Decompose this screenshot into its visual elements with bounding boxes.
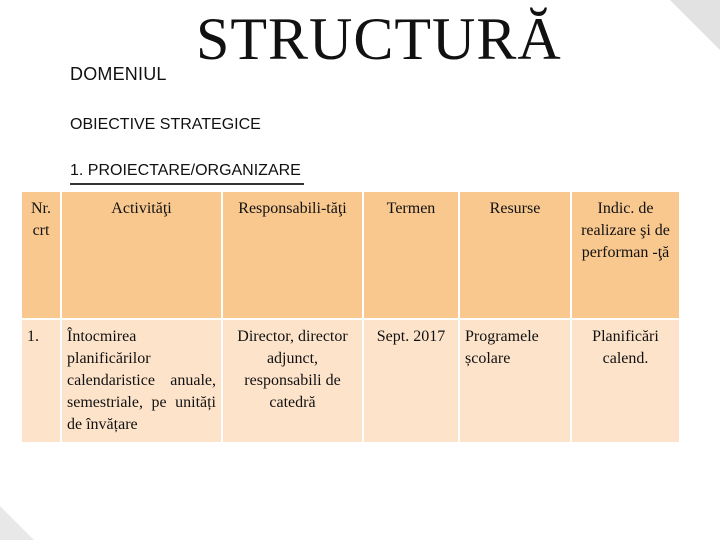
table-header-row [21,191,680,319]
page-title: STRUCTURĂ [196,6,562,72]
section-heading: 1. PROIECTARE/ORGANIZARE [70,162,304,185]
header-indicatori: Indic. de realizare şi de performan -ţă [571,191,680,319]
cell-nr: 1. [21,319,61,443]
cell-activitati: Întocmirea planificărilor calendaristice anuale, semestriale, pe unități de învățare [61,319,222,443]
activities-table [20,190,681,444]
cell-indicatori: Planificări calend. [571,319,680,443]
objectives-heading: OBIECTIVE STRATEGICE [70,116,261,133]
corner-decoration [670,0,720,50]
cell-termen: Sept. 2017 [363,319,459,443]
header-activitati: Activităţi [61,191,222,319]
header-nr: Nr. crt [21,191,61,319]
domain-label: DOMENIUL [70,64,167,84]
header-resurse: Resurse [459,191,571,319]
cell-resurse: Programele școlare [459,319,571,443]
corner-decoration [0,506,34,540]
header-termen: Termen [363,191,459,319]
cell-responsabilitati: Director, director adjunct, responsabili de catedră [222,319,363,443]
table-row [21,319,680,443]
header-responsabilitati: Responsabili-tăţi [222,191,363,319]
